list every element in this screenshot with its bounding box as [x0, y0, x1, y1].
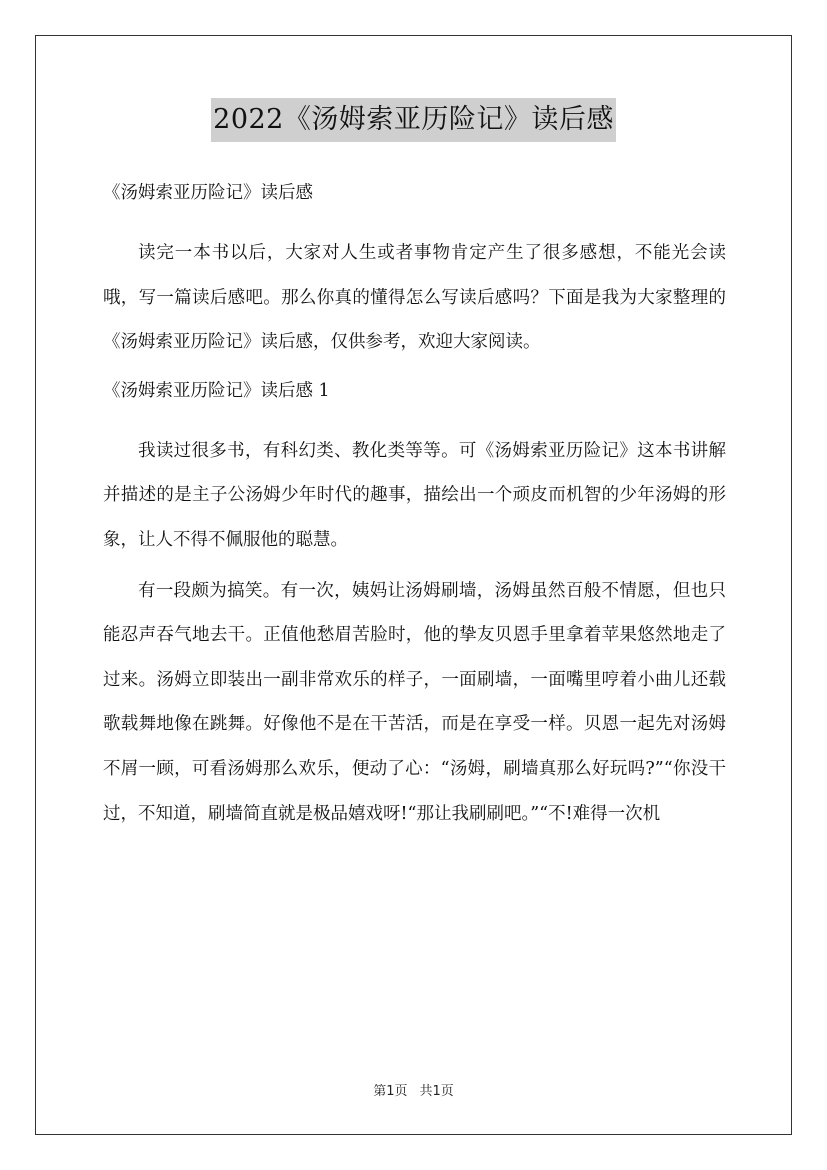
page-total: 共1页 [419, 1084, 454, 1099]
page-number: 第1页 [373, 1084, 408, 1099]
body-paragraph: 有一段颇为搞笑。有一次，姨妈让汤姆刷墙，汤姆虽然百般不情愿，但也只能忍声吞气地去干。正值他愁眉苦脸时，他的挚友贝恩手里拿着苹果悠然地走了过来。汤姆立即装出一副非常欢乐的样子，一面刷墙，一面嘴里哼着小曲儿还载歌载舞地像在跳舞。好像他不是在干苦活，而是在享受一样。贝恩一起先对汤姆不屑一顾，可看汤姆那么欢乐，便动了心：“汤姆，刷墙真那么好玩吗?”“你没干过，不知道，刷墙简直就是极品嬉戏呀!“那让我刷刷吧。”“不!难得一次机 [103, 580, 726, 824]
body-paragraph: 我读过很多书，有科幻类、教化类等等。可《汤姆索亚历险记》这本书讲解并描述的是主子公汤姆少年时代的趣事，描绘出一个顽皮而机智的少年汤姆的形象，让人不得不佩服他的聪慧。 [103, 440, 726, 550]
page-footer [0, 1082, 827, 1102]
section-heading: 《汤姆索亚历险记》读后感 1 [103, 380, 330, 401]
subheading: 《汤姆索亚历险记》读后感 [103, 183, 313, 203]
intro-paragraph: 读完一本书以后，大家对人生或者事物肯定产生了很多感想，不能光会读哦，写一篇读后感吧。那么你真的懂得怎么写读后感吗？下面是我为大家整理的《汤姆索亚历险记》读后感，仅供参考，欢迎大家阅读。 [103, 243, 726, 353]
title-container [0, 98, 827, 142]
document-body [103, 173, 726, 848]
document-title: 2022《汤姆索亚历险记》读后感 [211, 98, 616, 142]
